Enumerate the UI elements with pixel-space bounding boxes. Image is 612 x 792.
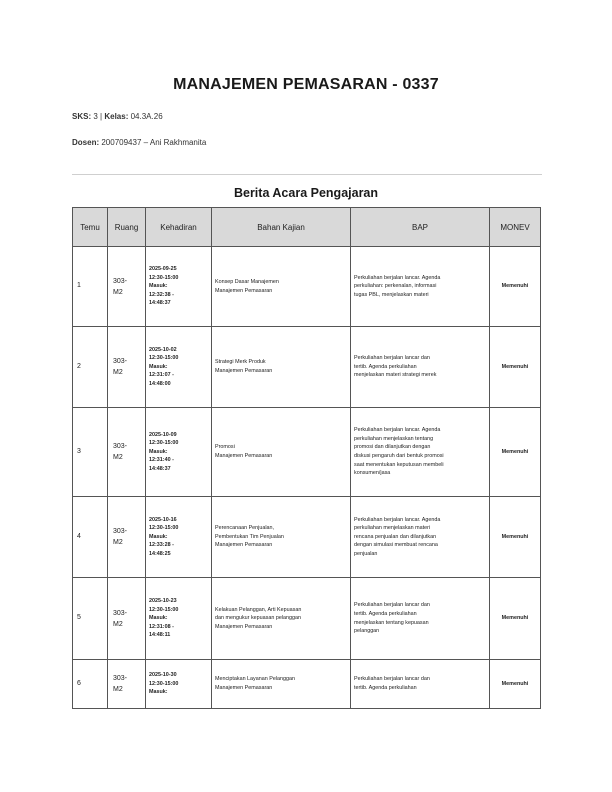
bahan-line: Manajemen Pemasaran (215, 287, 273, 294)
ruang-line: 303- (113, 358, 128, 365)
bahan-line: Promosi (215, 444, 235, 451)
header-monev: MONEV (490, 208, 541, 247)
bap-line: perkuliahan: perkenalan, informasi (354, 283, 437, 290)
bahan-line: Manajemen Pemasaran (215, 685, 273, 691)
divider (72, 174, 542, 175)
kehadiran-line: Masuk: (149, 363, 168, 370)
cell-ruang (108, 247, 146, 327)
cell-bahan-kajian (212, 247, 351, 327)
cell-bahan-kajian (212, 660, 351, 709)
cell-temu: 2 (73, 327, 108, 408)
bahan-line: Strategi Merk Produk (215, 359, 266, 366)
cell-kehadiran (146, 578, 212, 660)
kelas-value: 04.3A.26 (130, 112, 163, 121)
bap-line: pelanggan (354, 628, 380, 635)
cell-ruang (108, 660, 146, 709)
cell-kehadiran (146, 327, 212, 408)
cell-bap (351, 578, 490, 660)
bap-line: tugas PBL, menjelaskan materi (354, 291, 429, 298)
bap-line: Perkuliahan berjalan lancar. Agenda (354, 274, 441, 281)
cell-bap (351, 660, 490, 709)
page-title: MANAJEMEN PEMASARAN - 0337 (173, 76, 439, 93)
lecturer-meta (72, 138, 206, 147)
course-meta (72, 112, 163, 121)
kehadiran-line: Masuk: (149, 448, 168, 455)
bap-line: Perkuliahan berjalan lancar. Agenda (354, 516, 441, 523)
cell-kehadiran (146, 247, 212, 327)
kelas-label: Kelas: (104, 112, 129, 121)
cell-ruang (108, 578, 146, 660)
kehadiran-line: 12:30-15:00 (149, 440, 179, 447)
bap-line: diskusi pengaruh dari bentuk promosi (354, 453, 444, 459)
header-ruang: Ruang (108, 208, 146, 247)
bap-line: saat menentukan keputusan membeli (354, 461, 444, 468)
cell-ruang (108, 497, 146, 578)
kehadiran-line: 12:31:08 - (149, 623, 174, 630)
bap-line: Perkuliahan berjalan lancar dan (354, 602, 430, 609)
cell-monev: Memenuhi (490, 660, 541, 709)
bap-line: menjelaskan materi strategi merek (354, 372, 437, 379)
kehadiran-line: 12:30-15:00 (149, 355, 179, 362)
cell-kehadiran (146, 497, 212, 578)
ruang-line: M2 (113, 539, 123, 546)
bap-line: promosi dan dilanjutkan dengan (354, 444, 431, 451)
ruang-line: 303- (113, 277, 128, 285)
cell-bahan-kajian (212, 578, 351, 660)
header-temu: Temu (73, 208, 108, 247)
bahan-line: Manajemen Pemasaran (215, 368, 273, 374)
cell-bahan-kajian (212, 497, 351, 578)
cell-monev: Memenuhi (490, 247, 541, 327)
kehadiran-line: 12:31:40 - (149, 457, 174, 464)
cell-monev: Memenuhi (490, 497, 541, 578)
bap-line: konsumen/jasa (354, 470, 391, 477)
cell-kehadiran (146, 660, 212, 709)
cell-temu: 4 (73, 497, 108, 578)
kehadiran-line: 12:32:38 - (149, 291, 174, 298)
ruang-line: M2 (113, 369, 123, 376)
cell-temu: 5 (73, 578, 108, 660)
table-row (73, 578, 541, 660)
bahan-line: Manajemen Pemasaran (215, 542, 273, 549)
bap-line: tertib. Agenda perkuliahan (354, 685, 417, 691)
dosen-label: Dosen: (72, 138, 100, 147)
bap-line: perkuliahan menjelaskan tentang (354, 435, 434, 442)
table-row (73, 660, 541, 709)
kehadiran-line: 12:30-15:00 (149, 525, 179, 532)
meta-separator: | (100, 112, 103, 121)
cell-temu: 3 (73, 408, 108, 497)
kehadiran-line: 2025-10-23 (149, 598, 177, 605)
cell-bap (351, 408, 490, 497)
kehadiran-line: Masuk: (149, 689, 168, 696)
header-kehadiran: Kehadiran (146, 208, 212, 247)
kehadiran-line: 14:48:25 (149, 550, 171, 557)
kehadiran-line: 14:48:37 (149, 300, 171, 307)
bahan-line: Perencanaan Penjualan, (215, 525, 275, 532)
cell-bahan-kajian (212, 408, 351, 497)
ruang-line: 303- (113, 443, 128, 450)
cell-bap (351, 497, 490, 578)
sks-label: SKS: (72, 112, 92, 121)
cell-ruang (108, 408, 146, 497)
table-row (73, 247, 541, 327)
ruang-line: M2 (113, 686, 123, 693)
header-bap: BAP (351, 208, 490, 247)
bahan-line: Konsep Dasar Manajemen (215, 278, 279, 285)
bap-line: rencana penjualan dan dilanjutkan (354, 533, 437, 540)
bap-line: tertib. Agenda perkuliahan (354, 363, 417, 370)
table-body (73, 247, 541, 709)
kehadiran-line: 2025-10-09 (149, 431, 177, 438)
kehadiran-line: 12:30-15:00 (149, 274, 179, 281)
ruang-line: 303- (113, 528, 128, 535)
bap-line: perkuliahan menjelaskan materi (354, 525, 431, 532)
kehadiran-line: 12:31:07 - (149, 372, 174, 379)
kehadiran-line: Masuk: (149, 283, 168, 290)
ruang-line: M2 (113, 620, 123, 628)
kehadiran-line: 12:30-15:00 (149, 680, 179, 687)
header-bahan-kajian: Bahan Kajian (212, 208, 351, 247)
table-row (73, 408, 541, 497)
kehadiran-line: 2025-10-02 (149, 346, 177, 353)
cell-ruang (108, 327, 146, 408)
cell-kehadiran (146, 408, 212, 497)
bap-line: penjualan (354, 550, 378, 557)
sks-value: 3 (93, 112, 98, 121)
kehadiran-line: Masuk: (149, 615, 168, 622)
kehadiran-line: 12:30-15:00 (149, 606, 179, 613)
table-row (73, 327, 541, 408)
cell-monev: Memenuhi (490, 327, 541, 408)
ruang-line: M2 (113, 454, 123, 461)
kehadiran-line: 2025-09-25 (149, 266, 177, 273)
cell-temu: 1 (73, 247, 108, 327)
bap-line: tertib. Agenda perkuliahan (354, 610, 417, 617)
table-row (73, 497, 541, 578)
cell-bap (351, 247, 490, 327)
kehadiran-line: 2025-10-30 (149, 672, 177, 679)
bahan-line: Menciptakan Layanan Pelanggan (215, 676, 296, 683)
teaching-record-table (72, 207, 541, 709)
ruang-line: 303- (113, 675, 128, 682)
bahan-line: Kelakuan Pelanggan, Arti Kepuasan (215, 606, 302, 613)
table-header-row (73, 208, 541, 247)
bap-line: Perkuliahan berjalan lancar dan (354, 676, 430, 683)
cell-bap (351, 327, 490, 408)
section-title: Berita Acara Pengajaran (233, 186, 379, 200)
bahan-line: Manajemen Pemasaran (215, 453, 273, 459)
kehadiran-line: 2025-10-16 (149, 516, 177, 523)
kehadiran-line: 14:48:37 (149, 465, 171, 472)
bap-line: Perkuliahan berjalan lancar. Agenda (354, 427, 441, 434)
bahan-line: Manajemen Pemasaran (215, 623, 273, 630)
ruang-line: 303- (113, 609, 128, 617)
kehadiran-line: 14:48:11 (149, 632, 171, 639)
bap-line: dengan simulasi membuat rencana (354, 542, 438, 549)
kehadiran-line: 12:33:28 - (149, 542, 174, 549)
cell-bahan-kajian (212, 327, 351, 408)
cell-temu: 6 (73, 660, 108, 709)
kehadiran-line: Masuk: (149, 533, 168, 540)
cell-monev: Memenuhi (490, 578, 541, 660)
ruang-line: M2 (113, 288, 123, 296)
bahan-line: dan mengukur kepuasan pelanggan (215, 615, 302, 622)
dosen-value: 200709437 – Ani Rakhmanita (101, 138, 207, 147)
bahan-line: Pembentukan Tim Penjualan (215, 533, 284, 540)
cell-monev: Memenuhi (490, 408, 541, 497)
bap-line: menjelaskan tentang kepuasan (354, 619, 429, 626)
kehadiran-line: 14:48:00 (149, 380, 171, 387)
bap-line: Perkuliahan berjalan lancar dan (354, 355, 430, 362)
